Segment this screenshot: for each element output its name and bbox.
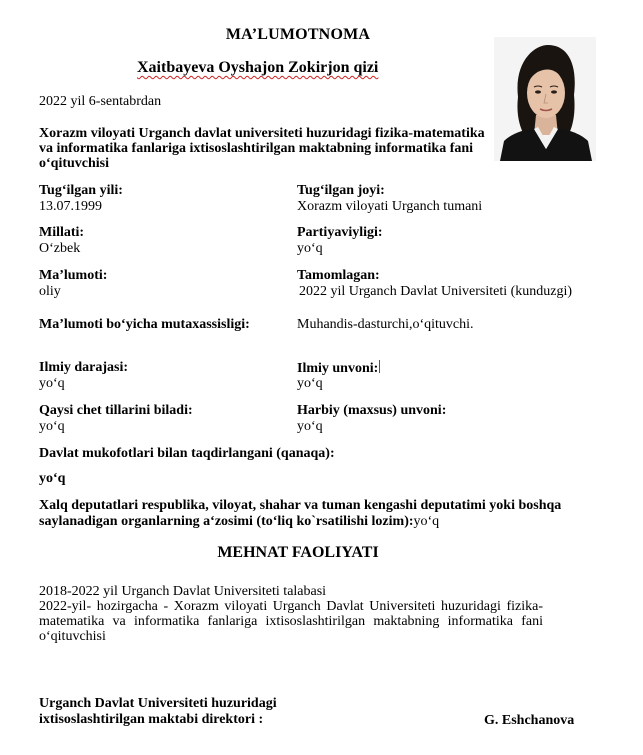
person-name: Xaitbayeva Oyshajon Zokirjon qizi <box>137 59 379 76</box>
nationality-label: Millati: <box>39 225 85 240</box>
deputy-label: Xalq deputatlari respublika, viloyat, shahar va tuman kengashi deputatimi yoki boshqa saylanadigan organlarning a‘zosimi (to‘liq ko`rsatilishi lozim): <box>39 498 562 529</box>
specialty-label: Ma’lumoti bo‘yicha mutaxassisligi: <box>39 317 250 332</box>
education-value: oliy <box>39 284 61 299</box>
military-value: yo‘q <box>297 419 323 434</box>
education-label: Ma’lumoti: <box>39 268 108 283</box>
footer-line1: Urganch Davlat Universiteti huzuridagi <box>39 696 277 711</box>
degree-label: Ilmiy darajasi: <box>39 360 129 375</box>
work-entry: 2022-yil- hozirgacha - Xorazm viloyati Urganch Davlat Universiteti huzuridagi fizika-matematika va informatika fanlariga ixtisoslashtirilgan maktabning informatika fani o‘qituvchisi <box>39 599 543 644</box>
birth-year-label: Tug‘ilgan yili: <box>39 183 123 198</box>
work-section-title: MEHNAT FAOLIYATI <box>217 544 379 561</box>
awards-label: Davlat mukofotlari bilan taqdirlangani (qanaqa): <box>39 446 335 461</box>
academic-title-value: yo‘q <box>297 376 323 391</box>
party-value: yo‘q <box>297 241 323 256</box>
deputy-value: yo‘q <box>413 514 440 529</box>
work-entry: 2018-2022 yil Urganch Davlat Universiteti talabasi <box>39 584 327 599</box>
birth-place-value: Xorazm viloyati Urganch tumani <box>297 199 483 214</box>
work-history <box>39 584 543 644</box>
academic-title-label: Ilmiy unvoni: <box>297 361 379 376</box>
awards-value: yo‘q <box>39 471 66 486</box>
military-label: Harbiy (maxsus) unvoni: <box>297 403 447 418</box>
start-date: 2022 yil 6-sentabrdan <box>39 94 162 109</box>
birth-place-label: Tug‘ilgan joyi: <box>297 183 385 198</box>
signature-block <box>39 696 277 728</box>
birth-year-value: 13.07.1999 <box>39 199 102 214</box>
languages-label: Qaysi chet tillarini biladi: <box>39 403 193 418</box>
graduated-value: 2022 yil Urganch Davlat Universiteti (kunduzgi) <box>299 284 573 299</box>
nationality-value: O‘zbek <box>39 241 81 256</box>
portrait-photo <box>494 37 596 161</box>
job-position: Xorazm viloyati Urganch davlat universiteti huzuridagi fizika-matematika va informatika fanlariga ixtisoslashtirilgan maktabning informatika fani o‘qituvchisi <box>39 126 485 171</box>
languages-value: yo‘q <box>39 419 65 434</box>
signer-name: G. Eshchanova <box>484 713 575 728</box>
text-cursor <box>379 360 380 373</box>
graduated-label: Tamomlagan: <box>297 268 380 283</box>
document-title: MA’LUMOTNOMA <box>225 26 371 43</box>
degree-value: yo‘q <box>39 376 65 391</box>
deputy-statement <box>39 498 587 530</box>
footer-line2: ixtisoslashtirilgan maktabi direktori : <box>39 712 264 727</box>
party-label: Partiyaviyligi: <box>297 225 383 240</box>
specialty-value: Muhandis-dasturchi,o‘qituvchi. <box>297 317 474 332</box>
